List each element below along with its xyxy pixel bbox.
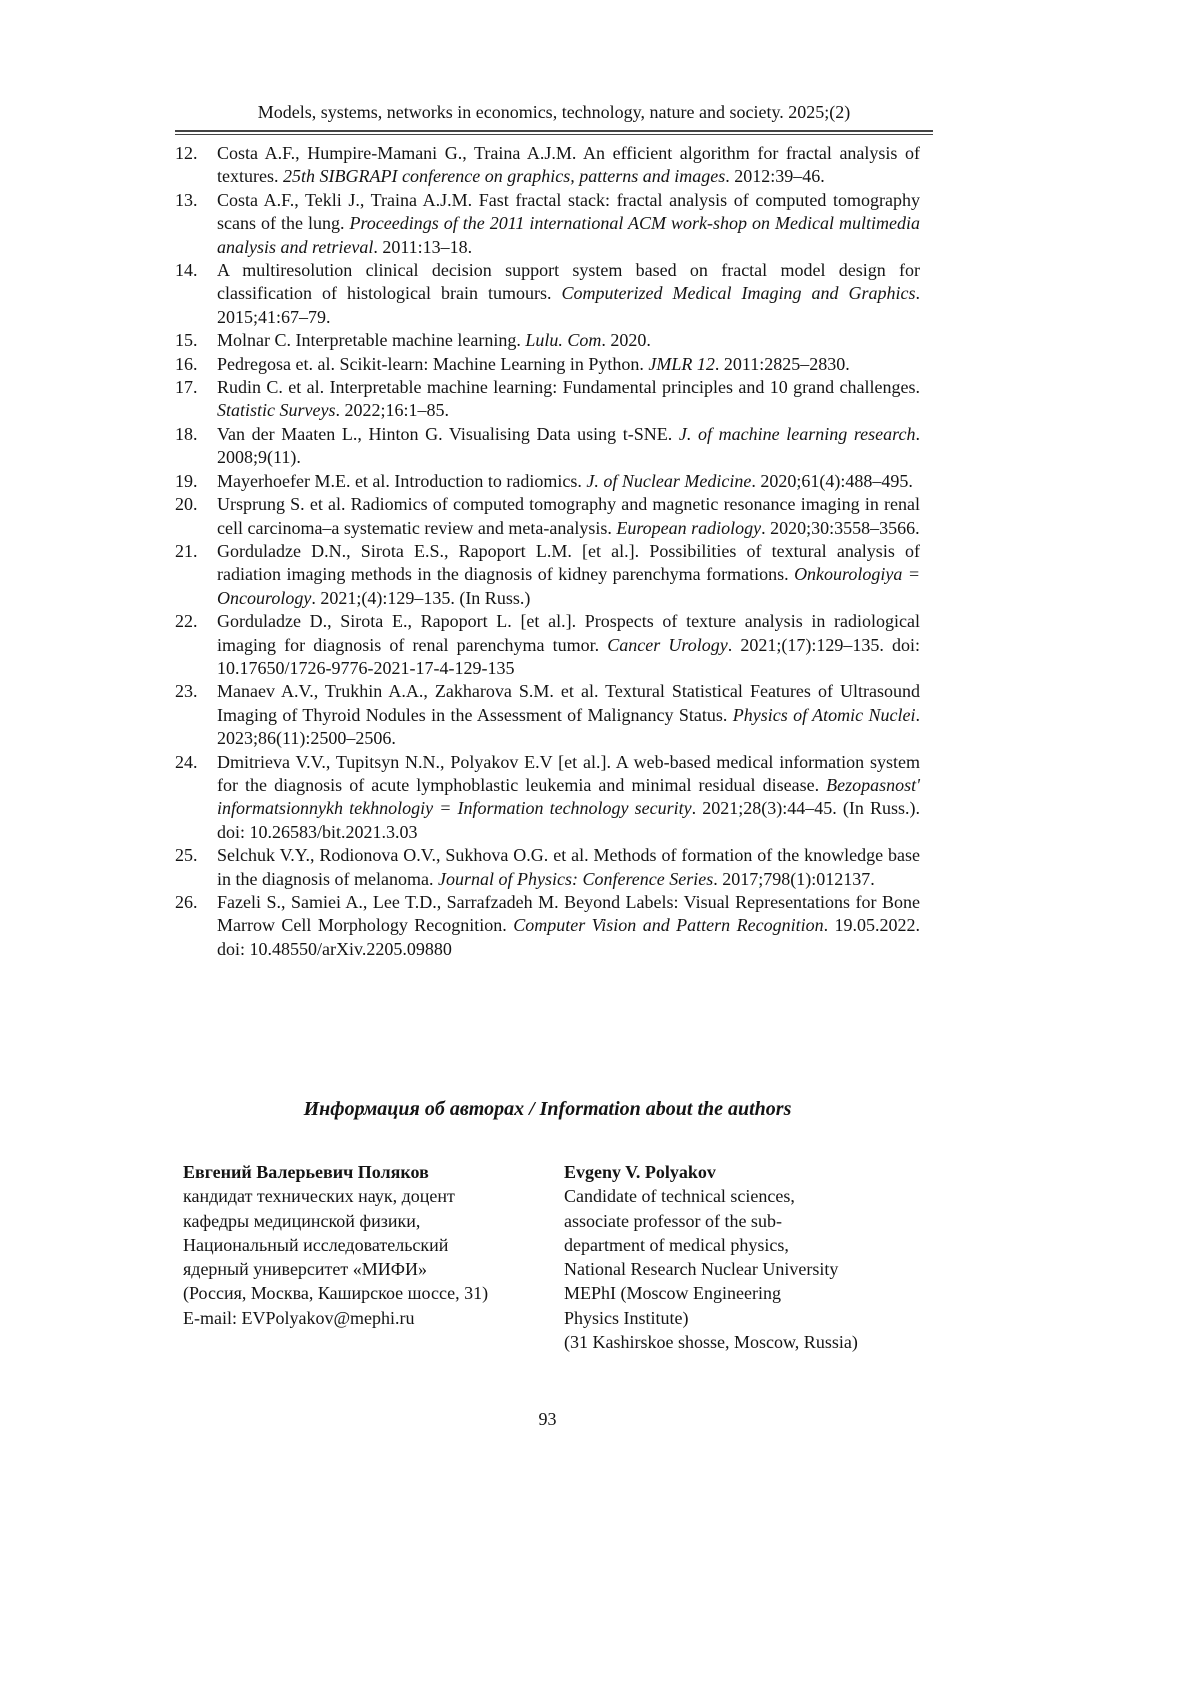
reference-number: 25. [175,845,198,866]
reference-item [175,751,920,845]
reference-details: . 2021;28(3):44–45. (In Russ.). doi: 10.26583/bit.2021.3.03 [217,798,920,842]
reference-details: . 2017;798(1):012137. [713,868,875,889]
author-email: E-mail: EVPolyakov@mephi.ru [183,1307,415,1328]
reference-journal: 25th SIBGRAPI conference on graphics, patterns and images [282,166,726,187]
reference-authors-title: Pedregosa et. al. Scikit-learn: Machine Learning in Python. [217,353,649,374]
author-detail-line: кандидат технических наук, доцент [183,1186,455,1207]
reference-authors-title: Costa A.F., Tekli J., Traina A.J.M. Fast fractal stack: fractal analysis of computed tomography scans of the lung. [217,189,920,234]
reference-number: 19. [175,470,198,491]
reference-number: 26. [175,892,198,912]
author-detail-line: associate professor of the sub- [564,1210,782,1231]
reference-number: 14. [175,260,198,281]
author-detail-line: Candidate of technical sciences, [564,1186,795,1207]
reference-authors-title: Mayerhoefer M.E. et al. Introduction to radiomics. [217,470,587,491]
running-header: Models, systems, networks in economics, technology, nature and society. 2025;(2) [257,102,851,122]
reference-number: 24. [175,751,198,772]
reference-authors-title: Gorduladze D.N., Sirota E.S., Rapoport L.M. [et al.]. Possibilities of textural analysis of radiation imaging methods in the diagnosis of kidney parenchyma formations. [217,540,920,585]
reference-details: . 2015;41:67–79. [217,283,921,327]
reference-details: . 2021;(17):129–135. doi: 10.17650/1726-9776-2021-17-4-129-135 [217,634,920,678]
reference-details: . 19.05.2022. doi: 10.48550/arXiv.2205.09880 [217,915,921,959]
author-detail-line: National Research Nuclear University [564,1259,839,1280]
reference-authors-title: Manaev A.V., Trukhin A.A., Zakharova S.M. et al. Textural Statistical Features of Ultrasound Imaging of Thyroid Nodules in the Assessment of Malignancy Status. [217,681,920,725]
reference-details: . 2012:39–46. [725,166,825,187]
reference-number: 15. [175,330,198,351]
reference-item [175,376,920,423]
authors-section-heading: Информация об авторах / Information about the authors [303,1098,792,1120]
reference-details: . 2023;86(11):2500–2506. [217,704,920,749]
author-detail-line: MEPhI (Moscow Engineering [564,1283,781,1304]
reference-details: . 2021;(4):129–135. (In Russ.) [311,587,531,608]
reference-authors-title: Selchuk V.Y., Rodionova O.V., Sukhova O.G. et al. Methods of formation of the knowledge base in the diagnosis of melanoma. [217,845,920,889]
reference-details: . 2008;9(11). [217,423,920,468]
reference-journal: Bezopasnost' informatsionnykh tekhnologiy = Information technology security [217,774,920,819]
reference-number: 20. [175,494,198,515]
author-detail-line: Physics Institute) [564,1307,689,1328]
author-detail-line: (Россия, Москва, Каширское шоссе, 31) [183,1283,489,1304]
reference-item [175,610,920,680]
reference-item [175,353,920,376]
reference-authors-title: Rudin C. et al. Interpretable machine learning: Fundamental principles and 10 grand challenges. [217,377,920,398]
reference-journal: Proceedings of the 2011 international ACM work-shop on Medical multimedia analysis and retrieval [217,213,920,257]
reference-details: . 2022;16:1–85. [335,400,449,421]
reference-item [175,470,920,493]
reference-journal: Onkourologiya = Oncourology [217,564,920,608]
reference-authors-title: Costa A.F., Humpire-Mamani G., Traina A.J.M. An efficient algorithm for fractal analysis of textures. [217,143,920,187]
reference-authors-title: Molnar C. Interpretable machine learning. [217,330,526,351]
reference-item [175,891,920,961]
reference-journal: Statistic Surveys [217,400,336,421]
reference-journal: JMLR 12 [648,353,715,374]
reference-number: 21. [175,540,198,561]
reference-details: . 2011:13–18. [373,236,473,257]
reference-journal: Lulu. Com [525,330,602,351]
reference-journal: European radiology [616,517,762,538]
reference-authors-title: Fazeli S., Samiei A., Lee T.D., Sarrafzadeh M. Beyond Labels: Visual Representations for Bone Marrow Cell Morphology Recognition. [217,892,920,936]
reference-journal: Cancer Urology [607,634,728,655]
page-number: 93 [538,1409,557,1429]
author-detail-line: кафедры медицинской физики, [183,1210,421,1231]
reference-item [175,680,920,750]
reference-item [175,142,920,189]
reference-details: . 2020;30:3558–3566. [761,517,920,538]
reference-item [175,423,920,470]
reference-number: 17. [175,377,198,398]
header-rule [175,130,933,132]
reference-authors-title: Dmitrieva V.V., Tupitsyn N.N., Polyakov E.V [et al.]. A web-based medical information system for the diagnosis of acute lymphoblastic leukemia and minimal residual disease. [217,751,920,795]
reference-item [175,493,920,540]
reference-number: 23. [175,681,198,702]
author-detail-line: (31 Kashirskoe shosse, Moscow, Russia) [564,1332,858,1353]
reference-number: 12. [175,143,198,163]
reference-number: 16. [175,353,198,374]
reference-item [175,329,920,352]
reference-item [175,844,920,891]
reference-details: . 2020. [601,330,651,351]
reference-details: . 2020;61(4):488–495. [751,470,913,491]
reference-journal: J. of Nuclear Medicine [586,470,752,491]
reference-authors-title: A multiresolution clinical decision support system based on fractal model design for classification of histological brain tumours. [217,260,920,304]
reference-journal: J. of machine learning research [678,423,916,444]
reference-item [175,189,920,259]
reference-details: . 2011:2825–2830. [714,353,850,374]
author-detail-line: department of medical physics, [564,1234,789,1255]
reference-journal: Computerized Medical Imaging and Graphics [561,283,916,304]
author-name-ru: Евгений Валерьевич Поляков [183,1162,429,1182]
reference-item [175,259,920,329]
author-name-en: Evgeny V. Polyakov [564,1162,716,1182]
reference-item [175,540,920,610]
author-detail-line: ядерный университет «МИФИ» [183,1259,428,1280]
reference-journal: Journal of Physics: Conference Series [437,868,714,889]
reference-authors-title: Ursprung S. et al. Radiomics of computed tomography and magnetic resonance imaging in renal cell carcinoma–a systematic review and meta-analysis. [217,494,920,538]
reference-number: 22. [175,611,198,632]
reference-authors-title: Van der Maaten L., Hinton G. Visualising Data using t-SNE. [217,423,679,444]
reference-journal: Physics of Atomic Nuclei [732,704,916,725]
header-rule [175,134,933,135]
author-detail-line: Национальный исследовательский [183,1234,449,1255]
reference-number: 13. [175,189,198,210]
reference-journal: Computer Vision and Pattern Recognition [513,915,824,936]
reference-authors-title: Gorduladze D., Sirota E., Rapoport L. [et al.]. Prospects of texture analysis in radiological imaging for diagnosis of renal parenchyma tumor. [217,611,920,655]
reference-list [175,142,920,961]
author-info-english [564,1160,924,1354]
reference-number: 18. [175,423,198,444]
author-info-russian [183,1160,543,1330]
